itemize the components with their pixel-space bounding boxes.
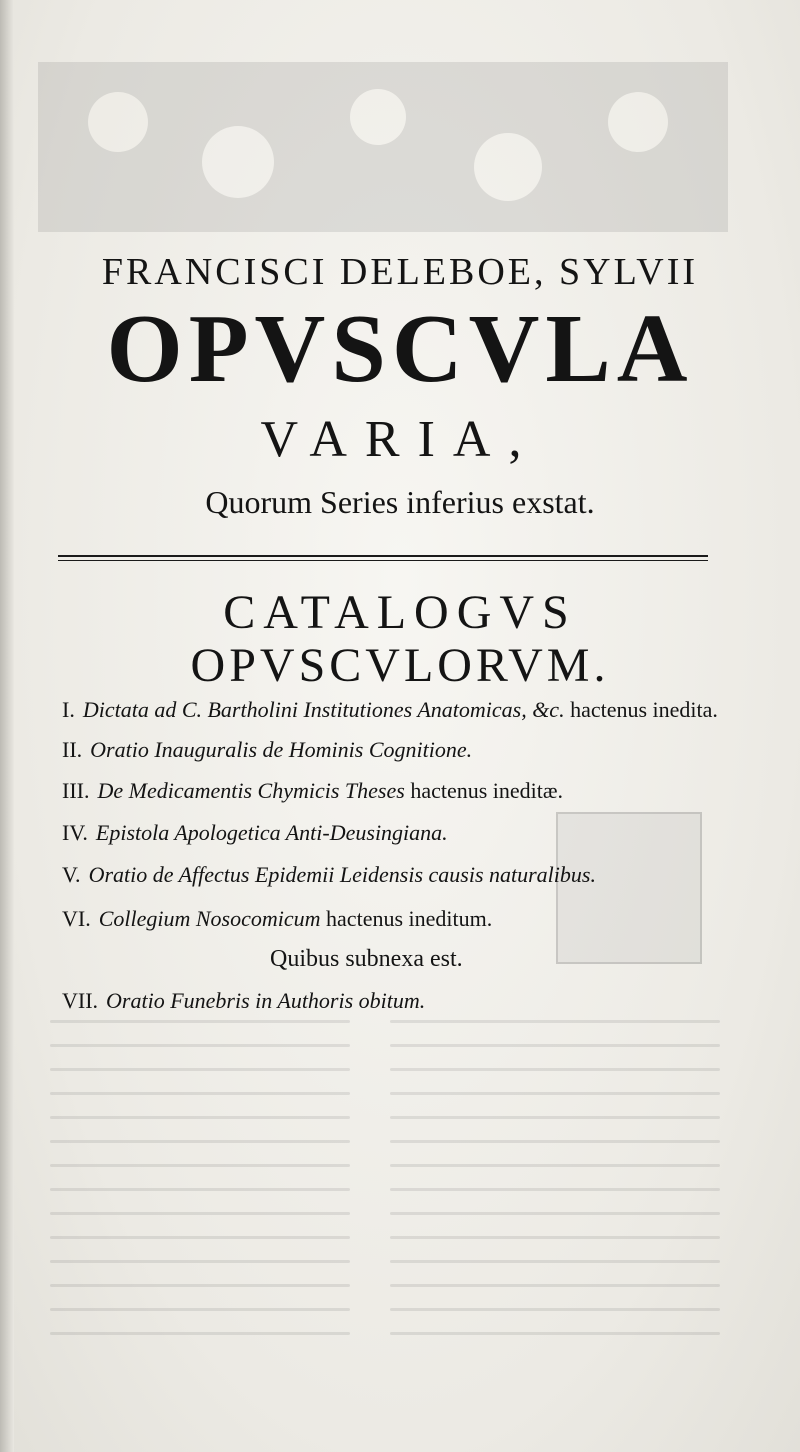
- author-name: FRANCISCI DELEBOE, SYLVII: [101, 251, 699, 293]
- double-rule-top: [58, 555, 708, 557]
- item-note: hactenus ineditum.: [326, 906, 493, 931]
- page-gutter-shadow: [0, 0, 14, 1452]
- item-number: V.: [62, 862, 81, 887]
- item-number: IV.: [62, 820, 88, 845]
- decorative-headpiece-bleedthrough: [38, 62, 728, 232]
- bleedthrough-text-left: [50, 1020, 350, 1380]
- item-number: VI.: [62, 906, 91, 931]
- item-title: Epistola Apologetica Anti-Deusingiana.: [95, 820, 448, 845]
- catalogue-item: [62, 862, 596, 888]
- secondary-title: VARIA,: [260, 411, 540, 468]
- bleedthrough-initial-box: [556, 812, 702, 964]
- item-number: II.: [62, 737, 83, 762]
- catalogue-item: [62, 988, 425, 1014]
- item-number: III.: [62, 778, 90, 803]
- item-number: VII.: [62, 988, 99, 1013]
- main-title: OPVSCVLA: [106, 295, 694, 403]
- item-title: Oratio Funebris in Authoris obitum.: [106, 988, 426, 1013]
- catalogue-item: [62, 778, 563, 804]
- catalogue-item: [62, 906, 492, 932]
- double-rule-bottom: [58, 560, 708, 561]
- item-title: Collegium Nosocomicum: [98, 906, 321, 931]
- item-note: hactenus ineditæ.: [410, 778, 564, 803]
- item-note: hactenus inedita.: [570, 697, 718, 722]
- subtitle: Quorum Series inferius exstat.: [205, 484, 595, 520]
- item-number: I.: [62, 697, 75, 722]
- catalogue-heading-line2: OPVSCVLORVM.: [190, 639, 610, 692]
- bleedthrough-text-right: [390, 1020, 720, 1380]
- item-title: Dictata ad C. Bartholini Institutiones Anatomicas, &c.: [82, 697, 565, 722]
- catalogue-connector: Quibus subnexa est.: [270, 946, 463, 972]
- catalogue-item: [62, 697, 718, 723]
- item-title: Oratio Inauguralis de Hominis Cognitione.: [90, 737, 473, 762]
- catalogue-item: [62, 737, 472, 763]
- item-title: Oratio de Affectus Epidemii Leidensis causis naturalibus.: [88, 862, 596, 887]
- catalogue-heading-line1: CATALOGVS: [223, 586, 577, 639]
- catalogue-item: [62, 820, 448, 846]
- item-title: De Medicamentis Chymicis Theses: [97, 778, 405, 803]
